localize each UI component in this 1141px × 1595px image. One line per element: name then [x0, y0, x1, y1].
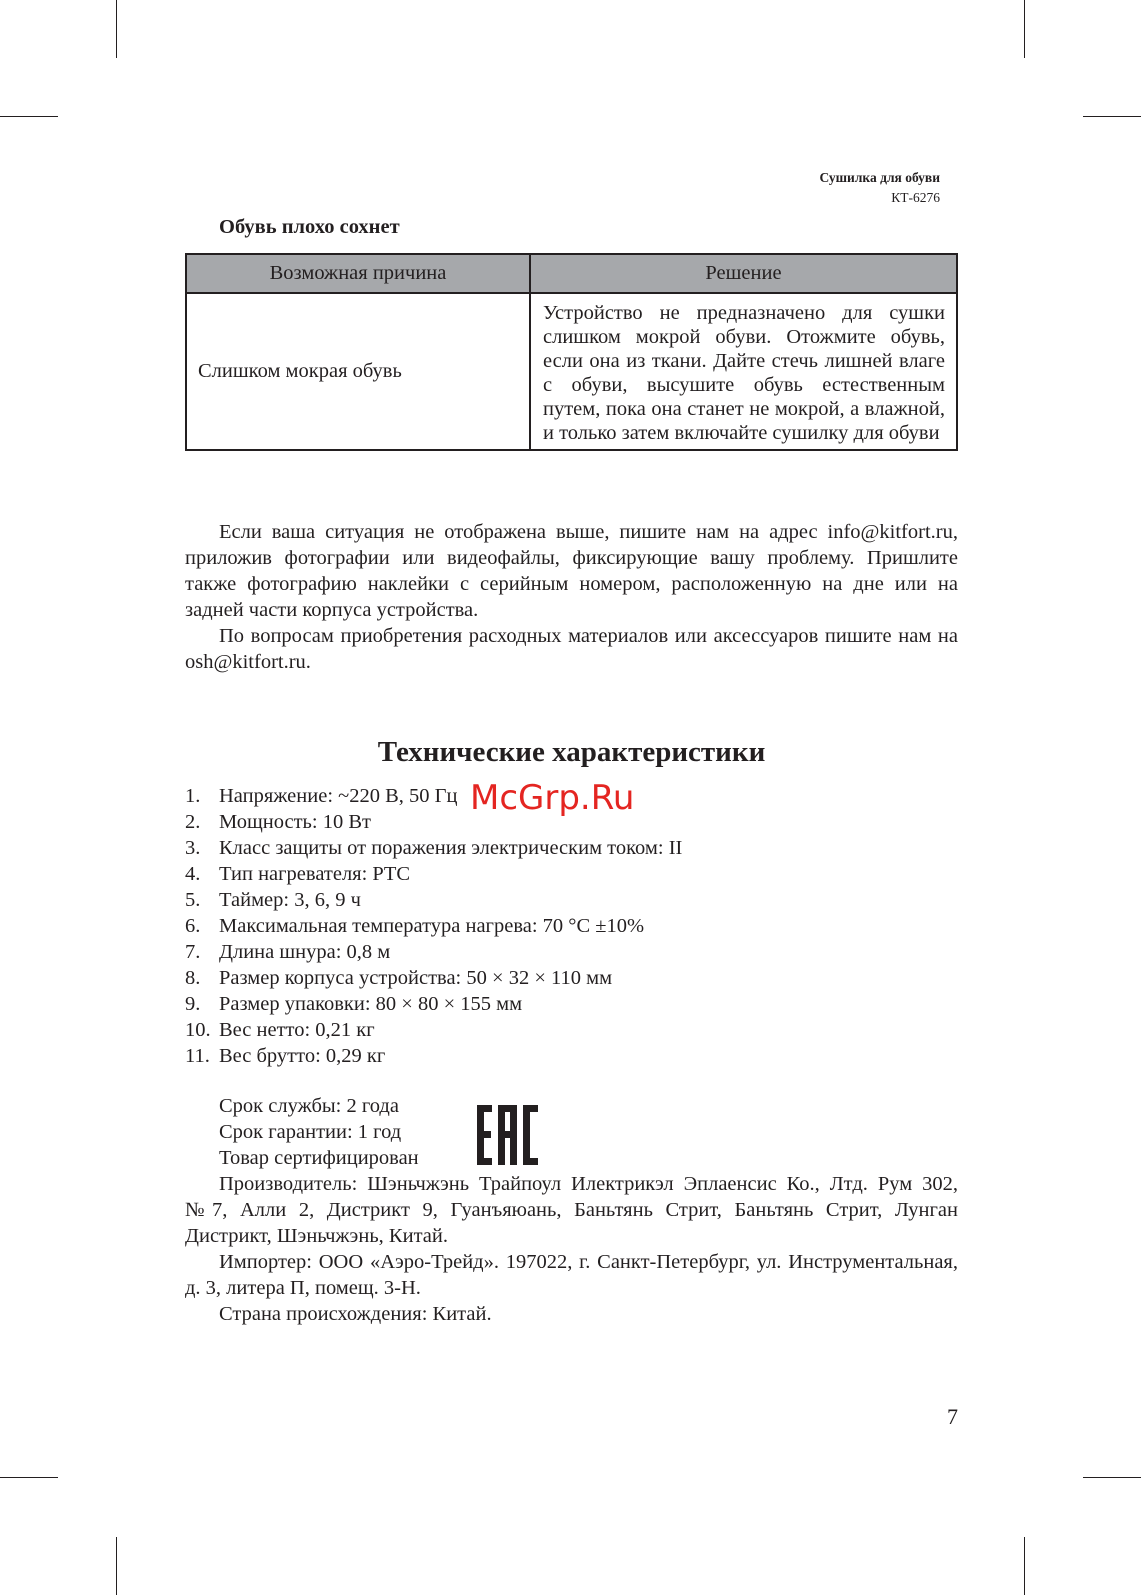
crop-mark-top-left-vertical — [116, 0, 117, 58]
importer-paragraph: Импортер: ООО «Аэро-Трейд». 197022, г. Санкт-Петербург, ул. Инструментальная, д. 3, литера П, помещ. 3-Н. — [185, 1251, 958, 1299]
specs-list — [185, 783, 682, 1069]
crop-mark-bottom-left-horizontal — [0, 1477, 58, 1478]
item-text: Вес брутто: 0,29 кг — [219, 1045, 386, 1067]
troubleshooting-table — [185, 253, 958, 451]
item-number: 6. — [185, 915, 201, 937]
item-text: Тип нагревателя: PTC — [219, 863, 411, 885]
cause-cell: Слишком мокрая обувь — [186, 293, 530, 450]
list-item — [185, 913, 682, 939]
column-header-solution: Решение — [530, 254, 957, 293]
item-number: 10. — [185, 1019, 211, 1041]
model-number: КТ-6276 — [891, 190, 940, 205]
service-life: Срок службы: 2 года — [219, 1095, 399, 1117]
item-number: 9. — [185, 993, 201, 1015]
item-text: Класс защиты от поражения электрическим током: II — [219, 837, 683, 859]
crop-mark-bottom-right-horizontal — [1083, 1477, 1141, 1478]
accessories-paragraph: По вопросам приобретения расходных материалов или аксессуаров пишите нам на osh@kitfort.ru. — [185, 625, 958, 673]
section-heading: Обувь плохо сохнет — [219, 216, 400, 238]
page-number: 7 — [947, 1404, 958, 1429]
list-item — [185, 1043, 682, 1069]
item-text: Длина шнура: 0,8 м — [219, 941, 391, 963]
item-text: Напряжение: ~220 В, 50 Гц — [219, 785, 458, 807]
item-text: Максимальная температура нагрева: 70 °C ±10% — [219, 915, 645, 937]
item-number: 4. — [185, 863, 201, 885]
table-header-row — [186, 254, 957, 293]
list-item — [185, 991, 682, 1017]
list-item — [185, 965, 682, 991]
running-header — [820, 168, 941, 207]
list-item — [185, 835, 682, 861]
crop-mark-top-right-horizontal — [1083, 116, 1141, 117]
table-row — [186, 293, 957, 450]
item-number: 7. — [185, 941, 201, 963]
item-number: 2. — [185, 811, 201, 833]
origin-paragraph: Страна происхождения: Китай. — [219, 1303, 492, 1325]
manufacturer-paragraph: Производитель: Шэньчжэнь Трайпоул Илектрикэл Эплаенсис Ко., Лтд. Рум 302, №7, Алли 2, Дистрикт 9, Гуанъяюань, Баньтянь Стрит, Баньтянь Стрит, Лунган Дистрикт, Шэньчжэнь, Китай. — [185, 1173, 958, 1247]
item-number: 5. — [185, 889, 201, 911]
product-title: Сушилка для обуви — [819, 170, 940, 185]
item-text: Размер упаковки: 80 × 80 × 155 мм — [219, 993, 523, 1015]
crop-mark-top-right-vertical — [1024, 0, 1025, 58]
column-header-cause: Возможная причина — [186, 254, 530, 293]
warranty-period: Срок гарантии: 1 год — [219, 1121, 402, 1143]
list-item — [185, 887, 682, 913]
item-text: Таймер: 3, 6, 9 ч — [219, 889, 361, 911]
contact-info — [185, 519, 958, 675]
item-text: Размер корпуса устройства: 50 × 32 × 110 мм — [219, 967, 613, 989]
crop-mark-top-left-horizontal — [0, 116, 58, 117]
item-number: 11. — [185, 1045, 210, 1067]
list-item — [185, 861, 682, 887]
service-info — [219, 1093, 419, 1171]
contact-paragraph: Если ваша ситуация не отображена выше, пишите нам на адрес info@kitfort.ru, приложив фотографии или видеофайлы, фиксирующие вашу проблему. Пришлите также фотографию наклейки с серийным номером, расположенную на дне или на задней части корпуса устройства. — [185, 521, 958, 621]
list-item — [185, 1017, 682, 1043]
certification-text: Товар сертифицирован — [219, 1147, 419, 1169]
solution-cell: Устройство не предназначено для сушки слишком мокрой обуви. Отожмите обувь, если она из ткани. Дайте стечь лишней влаге с обуви, высушите обувь естественным путем, пока она станет не мокрой, а влажной, и только затем включайте сушилку для обуви — [530, 293, 957, 450]
eac-certification-icon — [477, 1105, 539, 1165]
item-number: 1. — [185, 785, 201, 807]
item-number: 3. — [185, 837, 201, 859]
item-text: Мощность: 10 Вт — [219, 811, 371, 833]
watermark: McGrp.Ru — [470, 778, 635, 818]
item-text: Вес нетто: 0,21 кг — [219, 1019, 375, 1041]
legal-info — [185, 1171, 958, 1327]
list-item — [185, 939, 682, 965]
specs-title: Технические характеристики — [377, 736, 766, 768]
crop-mark-bottom-right-vertical — [1024, 1537, 1025, 1595]
crop-mark-bottom-left-vertical — [116, 1537, 117, 1595]
item-number: 8. — [185, 967, 201, 989]
